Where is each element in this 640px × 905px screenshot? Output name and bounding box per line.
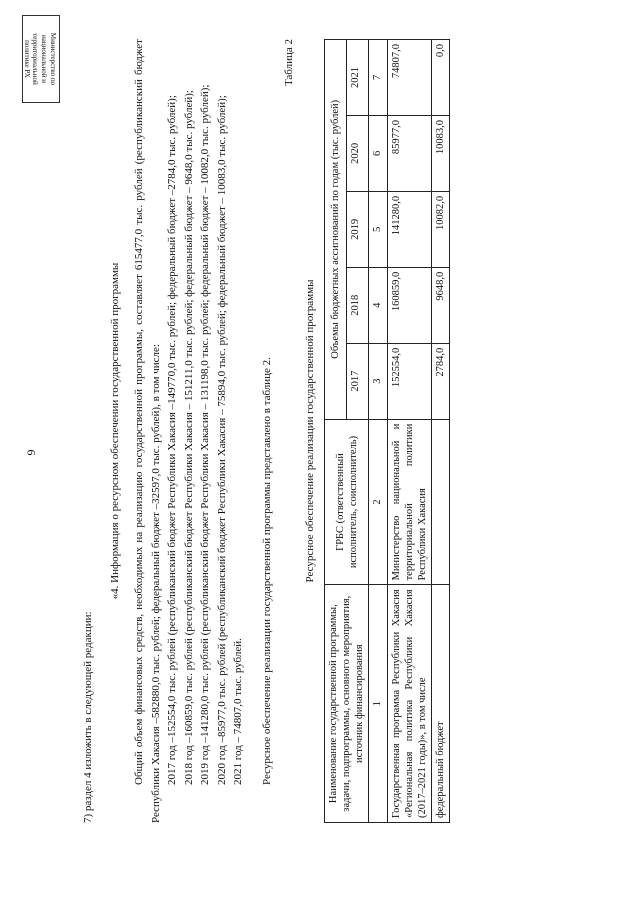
header-amounts: Объемы бюджетных ассигнований по годам (тыс. рублей) bbox=[325, 40, 347, 420]
paragraph-ref: Ресурсное обеспечение реализации государственной программы представлено в таблице 2. bbox=[260, 357, 273, 785]
column-number: 3 bbox=[369, 343, 387, 419]
header-year: 2018 bbox=[347, 267, 369, 343]
stamp-line-3: территориальной bbox=[31, 33, 40, 85]
table-label: Таблица 2 bbox=[283, 39, 295, 87]
column-number: 2 bbox=[369, 419, 387, 585]
table-header-row bbox=[325, 40, 347, 823]
resource-table bbox=[324, 39, 450, 823]
header-year: 2021 bbox=[347, 40, 369, 116]
stamp-line-2: национальной и bbox=[40, 35, 49, 83]
header-grbs: ГРБС (ответственный исполнитель, соисполнитель) bbox=[325, 419, 369, 585]
table-row bbox=[431, 40, 449, 823]
year-2020: 2020 год –85977,0 тыс. рублей (республиканский бюджет Республики Хакасия – 75894,0 тыс. рублей; федеральный бюджет – 10083,0 тыс. рублей); bbox=[215, 95, 228, 785]
column-number: 1 bbox=[369, 585, 387, 823]
document-body bbox=[80, 39, 450, 823]
table-title: Ресурсное обеспечение реализации государственной программы bbox=[303, 279, 316, 583]
header-year: 2020 bbox=[347, 115, 369, 191]
table-row bbox=[387, 40, 431, 823]
column-number: 7 bbox=[369, 40, 387, 116]
year-2019: 2019 год –141280,0 тыс. рублей (республиканский бюджет Республики Хакасия – 131198,0 тыс. рублей; федеральный бюджет – 10082,0 тыс. рублей); bbox=[199, 84, 211, 785]
ministry-stamp bbox=[22, 15, 60, 103]
stamp-line-1: Министерство по bbox=[49, 32, 57, 86]
header-year: 2017 bbox=[347, 343, 369, 419]
row-grbs: Министерство национальной и территориальной политики Республики Хакасия bbox=[387, 419, 431, 585]
row-value: 141280,0 bbox=[387, 191, 431, 267]
row-grbs bbox=[431, 419, 449, 585]
row-value: 74807,0 bbox=[387, 40, 431, 116]
row-name: федеральный бюджет bbox=[431, 585, 449, 823]
row-value: 9648,0 bbox=[431, 267, 449, 343]
paragraph-total: Общий объем финансовых средств, необходимых на реализацию государственной программы, составляет 615477,0 тыс. рублей (республиканский бюджет Республики Хакасия –582880,0 тыс. рублей; федеральный бюджет –32597,0 тыс. рублей), в том числе: bbox=[133, 39, 162, 823]
column-number: 6 bbox=[369, 115, 387, 191]
row-value: 0,0 bbox=[431, 40, 449, 116]
page-number: 9 bbox=[24, 449, 38, 456]
header-year: 2019 bbox=[347, 191, 369, 267]
year-2021: 2021 год – 74807,0 тыс. рублей. bbox=[232, 638, 244, 785]
row-value: 160859,0 bbox=[387, 267, 431, 343]
row-value: 2784,0 bbox=[431, 343, 449, 419]
stamp-line-4: политике РХ bbox=[22, 40, 31, 78]
year-2018: 2018 год –160859,0 тыс. рублей (республиканский бюджет Республики Хакасия – 151211,0 тыс. рублей; федеральный бюджет – 9648,0 тыс. рублей); bbox=[182, 90, 195, 785]
column-number: 4 bbox=[369, 267, 387, 343]
row-value: 152554,0 bbox=[387, 343, 431, 419]
table-number-row bbox=[369, 40, 387, 823]
year-2017: 2017 год –152554,0 тыс. рублей (республиканский бюджет Республики Хакасия –149770,0 тыс. рублей; федеральный бюджет –2784,0 тыс. рублей); bbox=[166, 95, 178, 785]
row-value: 10083,0 bbox=[431, 115, 449, 191]
column-number: 5 bbox=[369, 191, 387, 267]
row-value: 85977,0 bbox=[387, 115, 431, 191]
section-title: «4. Информация о ресурсном обеспечении государственной программы bbox=[108, 262, 121, 600]
row-name: Государственная программа Республики Хакасия «Региональная политика Республики Хакасия (2017–2021 годы)», в том числе bbox=[387, 585, 431, 823]
intro-line: 7) раздел 4 изложить в следующей редакции: bbox=[82, 611, 94, 823]
header-name: Наименование государственной программы, задачи, подпрограммы, основного мероприятия, источник финансирования bbox=[325, 585, 369, 823]
row-value: 10082,0 bbox=[431, 191, 449, 267]
